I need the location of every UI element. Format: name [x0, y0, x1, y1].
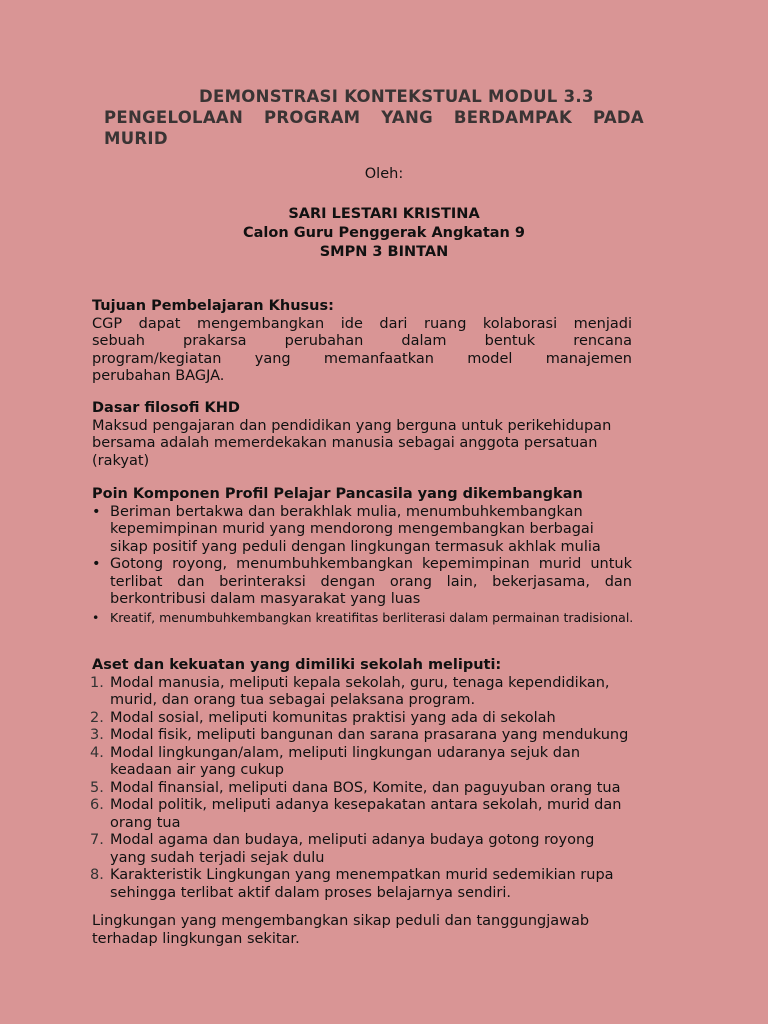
list-item: [92, 675, 632, 710]
aset-item-text: Modal agama dan budaya, meliputi adanya budaya gotong royong yang sudah terjadi sejak dulu: [110, 832, 595, 866]
bullet-icon: •: [92, 556, 101, 572]
poin-heading: Poin Komponen Profil Pelajar Pancasila yang dikembangkan: [92, 486, 583, 502]
list-number: 8.: [90, 867, 104, 883]
tujuan-line: perubahan BAGJA.: [92, 368, 225, 384]
aset-item-text: Modal fisik, meliputi bangunan dan sarana prasarana yang mendukung: [110, 727, 629, 743]
list-number: 7.: [90, 832, 104, 848]
aset-item-text: Modal finansial, meliputi dana BOS, Komite, dan paguyuban orang tua: [110, 779, 621, 796]
list-item: [92, 832, 632, 867]
poin-item-text: Beriman bertakwa dan berakhlak mulia, menumbuhkembangkan kepemimpinan murid yang mendorong mengembangkan berbagai sikap positif yang peduli dengan lingkungan termasuk akhlak mulia: [110, 503, 601, 555]
author-school: SMPN 3 BINTAN: [319, 244, 449, 260]
closing-paragraph: Lingkungan yang mengembangkan sikap peduli dan tanggungjawab terhadap lingkungan sekitar.: [92, 913, 590, 947]
aset-heading: Aset dan kekuatan yang dimiliki sekolah meliputi:: [92, 657, 502, 673]
aset-item-text: Modal manusia, meliputi kepala sekolah, guru, tenaga kependidikan, murid, dan orang tua sebagai pelaksana program.: [110, 674, 610, 708]
bullet-icon: •: [92, 503, 101, 520]
document-title: [104, 86, 644, 149]
list-item: [92, 609, 684, 626]
list-number: 6.: [90, 797, 104, 813]
list-item: [92, 727, 632, 745]
bullet-icon: •: [92, 609, 100, 625]
poin-list: [92, 504, 632, 626]
list-number: 5.: [90, 779, 104, 796]
tujuan-heading: Tujuan Pembelajaran Khusus:: [92, 298, 334, 314]
tujuan-section: [92, 298, 632, 386]
dasar-heading: Dasar filosofi KHD: [92, 400, 240, 416]
poin-item-text: Kreatif, menumbuhkembangkan kreatifitas berliterasi dalam permainan tradisional.: [110, 609, 634, 625]
aset-item-text: Modal sosial, meliputi komunitas praktisi yang ada di sekolah: [110, 709, 556, 726]
list-item: [92, 710, 632, 728]
aset-item-text: Karakteristik Lingkungan yang menempatkan murid sedemikian rupa sehingga terlibat aktif dalam proses belajarnya sendiri.: [110, 867, 614, 901]
list-item: [92, 780, 632, 798]
list-number: 2.: [90, 709, 104, 726]
tujuan-line: sebuah prakarsa perubahan dalam bentuk rencana: [92, 333, 632, 349]
list-number: 1.: [90, 674, 104, 691]
tujuan-line: CGP dapat mengembangkan ide dari ruang kolaborasi menjadi: [92, 315, 632, 332]
list-number: 4.: [90, 744, 104, 761]
tujuan-line: program/kegiatan yang memanfaatkan model manajemen: [92, 350, 632, 367]
aset-section: [92, 657, 632, 902]
by-label: Oleh:: [364, 166, 404, 182]
list-item: [92, 556, 632, 609]
list-item: [92, 797, 632, 832]
poin-section: [92, 486, 632, 626]
title-line-3: MURID: [104, 129, 168, 148]
dasar-text: Maksud pengajaran dan pendidikan yang berguna untuk perikehidupan bersama adalah memerdekakan manusia sebagai anggota persatuan (rakyat): [92, 417, 612, 469]
aset-item-text: Modal lingkungan/alam, meliputi lingkungan udaranya sejuk dan keadaan air yang cukup: [110, 744, 581, 778]
aset-item-text: Modal politik, meliputi adanya kesepakatan antara sekolah, murid dan orang tua: [110, 797, 622, 831]
title-line-2: PENGELOLAAN PROGRAM YANG BERDAMPAK PADA: [104, 108, 644, 127]
dasar-section: [92, 400, 632, 470]
author-block: [0, 205, 768, 262]
list-item: [92, 867, 632, 902]
list-number: 3.: [90, 727, 104, 743]
list-item: [92, 504, 632, 557]
aset-list: [92, 675, 632, 903]
poin-item-text: Gotong royong, menumbuhkembangkan kepemimpinan murid untuk terlibat dan berinteraksi dengan orang lain, bekerjasama, dan berkontribusi dalam masyarakat yang luas: [110, 556, 632, 607]
title-line-1: DEMONSTRASI KONTEKSTUAL MODUL 3.3: [199, 87, 594, 106]
author-name: SARI LESTARI KRISTINA: [288, 206, 480, 222]
author-role: Calon Guru Penggerak Angkatan 9: [242, 225, 525, 241]
list-item: [92, 745, 632, 780]
